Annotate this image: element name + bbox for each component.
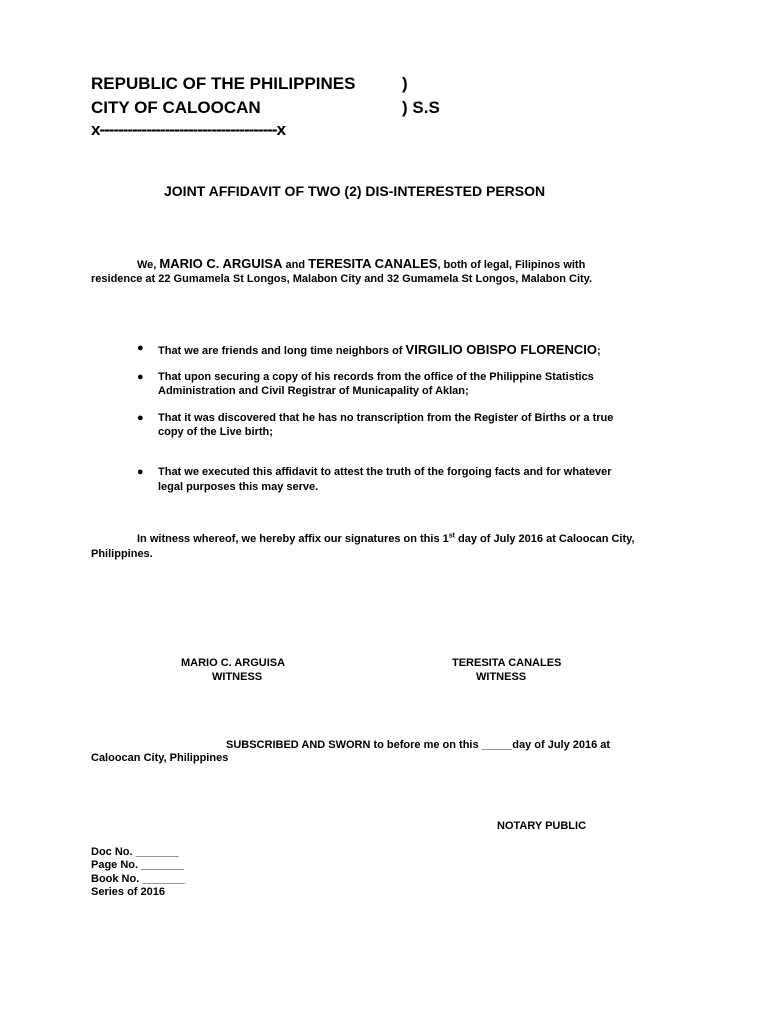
caption-ss: ) S.S (402, 98, 440, 117)
doc-no: Doc No. _______ (91, 846, 179, 858)
caption-republic: REPUBLIC OF THE PHILIPPINES (91, 74, 356, 93)
page-no: Page No. _______ (91, 859, 184, 871)
witness-clause-text-a: In witness whereof, we hereby affix our signatures on this 1 (137, 533, 449, 545)
caption-paren-1: ) (402, 74, 408, 93)
witness-clause-sup: st (448, 532, 455, 540)
intro-rest: , both of legal, Filipinos with (437, 259, 586, 271)
jurat-line-2: Caloocan City, Philippines (91, 752, 229, 764)
document-title: JOINT AFFIDAVIT OF TWO (2) DIS-INTERESTED PERSON (164, 183, 546, 199)
bullet-3-line-2: copy of the Live birth; (158, 426, 273, 438)
signatory-2-name: TERESITA CANALES (452, 657, 562, 669)
notary-public-label: NOTARY PUBLIC (497, 820, 587, 832)
signatory-1-role: WITNESS (212, 671, 263, 683)
bullet-icon: ● (137, 371, 144, 383)
witness-clause-line-1 (137, 532, 635, 547)
witness-clause-line-2: Philippines. (91, 548, 153, 560)
bullet-2-line-2: Administration and Civil Registrar of Municapality of Aklan; (158, 385, 469, 397)
bullet-4-line-2: legal purposes this may serve. (158, 481, 319, 493)
witness-clause-text-b: day of July 2016 at Caloocan City, (454, 533, 635, 545)
bullet-3-line-1: That it was discovered that he has no transcription from the Register of Births or a true (158, 412, 614, 424)
affiant-name-2: TERESITA CANALES (308, 256, 438, 271)
bullet-2-line-1: That upon securing a copy of his records from the office of the Philippine Statistics (158, 371, 594, 383)
signatory-2-role: WITNESS (476, 671, 527, 683)
affiant-name-1: MARIO C. ARGUISA (159, 256, 283, 271)
bullet-icon: ● (137, 412, 144, 424)
bullet-1-text: That we are friends and long time neighbors of (158, 345, 403, 357)
intro-line-1 (137, 256, 585, 273)
jurat-line-1: SUBSCRIBED AND SWORN to before me on this _____day of July 2016 at (226, 739, 611, 751)
caption-divider: x--------------------------------------x (91, 120, 286, 139)
bullet-1 (158, 342, 601, 359)
subject-name: VIRGILIO OBISPO FLORENCIO (405, 342, 597, 357)
series: Series of 2016 (91, 886, 165, 898)
book-no: Book No. _______ (91, 873, 186, 885)
bullet-4-line-1: That we executed this affidavit to attest the truth of the forgoing facts and for whatever (158, 466, 612, 478)
signatory-1-name: MARIO C. ARGUISA (181, 657, 286, 669)
intro-and: and (285, 259, 306, 271)
bullet-1-end: ; (596, 345, 601, 357)
intro-line-2: residence at 22 Gumamela St Longos, Malabon City and 32 Gumamela St Longos, Malabon City. (91, 273, 593, 285)
caption-city: CITY OF CALOOCAN (91, 98, 261, 117)
bullet-icon: ● (137, 466, 144, 478)
intro-we: We, (137, 259, 157, 271)
bullet-icon: ● (137, 342, 144, 354)
